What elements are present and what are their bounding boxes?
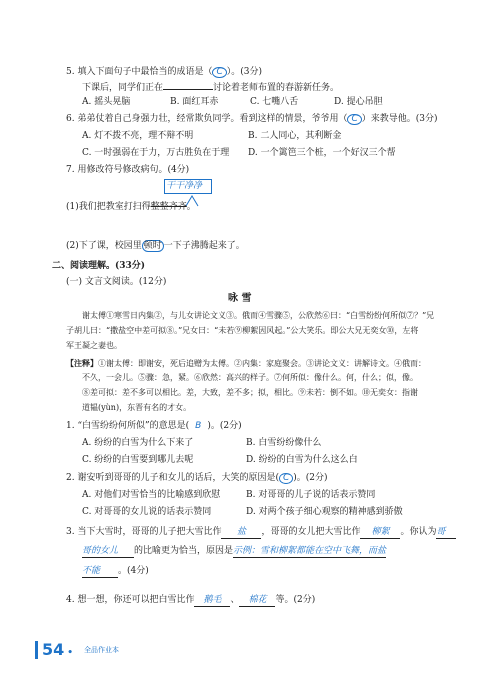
poem-title: 咏 雪 xyxy=(228,293,252,304)
q5-stem: 5. 填入下面句子中最恰当的成语是（ C ）。(3分) xyxy=(66,67,262,77)
r1-option-d: D. 纷纷的白雪为什么这么白 xyxy=(246,455,358,465)
q6-option-a: A. 灯不拨不亮，理不辩不明 xyxy=(82,131,194,141)
r3-line-1: 3. 当下大雪时，哥哥的儿子把大雪比作 盐 ，哥哥的女儿把大雪比作 柳絮 。你认为哥 xyxy=(66,526,456,539)
r1-option-b: B. 白雪纷纷像什么 xyxy=(246,438,322,448)
q5-option-d: D. 提心吊胆 xyxy=(334,97,383,107)
notes-line-1: 【注释】①谢太傅：即谢安，死后追赠为太傅。②内集：家庭聚会。③讲论文义：讲解诗文。④俄而： xyxy=(66,358,426,368)
page-number: 54 • xyxy=(42,640,74,659)
q5-option-b: B. 面红耳赤 xyxy=(170,97,219,107)
r2-option-c: C. 对哥哥的女儿说的话表示赞同 xyxy=(82,507,212,517)
r2-option-a: A. 对他们对雪恰当的比喻感到欣慰 xyxy=(82,490,221,500)
r3-answer-1: 盐 xyxy=(221,526,261,539)
r3-answer-6: 不能 xyxy=(82,565,118,578)
q7-sentence-2: (2)下了课，校园里 顿时 一下子沸腾起来了。 xyxy=(66,241,245,251)
r1-option-c: C. 纷纷的白雪要到哪儿去呢 xyxy=(82,455,194,465)
r3-answer-3: 哥 xyxy=(436,526,456,539)
footer-label: 全品作业本 xyxy=(84,646,119,654)
passage-line-2: 子胡儿曰：“撒盐空中差可拟⑧。”兄女曰：“未若⑨柳絮因风起。”公大笑乐。即公大兄无奕女⑩，左将 xyxy=(66,326,419,335)
q6-stem: 6. 弟弟仗着自己身强力壮，经常欺负同学。看到这样的情景，爷爷用（ C ）来教导他。(3分) xyxy=(66,114,438,124)
notes-line-4: 道韫(yùn)，东晋有名的才女。 xyxy=(82,403,192,412)
q7-correction: 干干净净 xyxy=(166,181,203,191)
footer-accent-bar xyxy=(35,641,38,659)
q5-answer: C xyxy=(212,67,226,78)
r3-answer-2: 柳絮 xyxy=(360,526,400,539)
r2-answer: C xyxy=(279,473,293,484)
r3-answer-5: 示例：雪和柳絮都能在空中飞舞，而盐 xyxy=(233,546,387,556)
q6-option-c: C. 一时强弱在于力，万古胜负在于理 xyxy=(82,148,230,158)
notes-line-2: 不久，一会儿。⑤骤：急，紧。⑥欣然：高兴的样子。⑦何所似：像什么。何，什么；似，像。 xyxy=(82,373,418,382)
r2-option-d: D. 对两个孩子细心观察的精神感到骄傲 xyxy=(246,507,403,517)
q5-option-a: A. 摇头晃脑 xyxy=(82,97,131,107)
r2-option-b: B. 对哥哥的儿子说的话表示赞同 xyxy=(246,490,376,500)
r3-line-3: 不能 。(4分) xyxy=(82,566,149,576)
q6-option-d: D. 一个篱笆三个桩，一个好汉三个帮 xyxy=(248,148,396,158)
passage-line-1: 谢太傅①寒雪日内集②，与儿女讲论文义③。俄而④雪骤⑤，公欣然⑥曰：“白雪纷纷何所似⑦？”兄 xyxy=(82,311,435,320)
r4-answer-2: 棉花 xyxy=(239,594,275,607)
r1-stem: 1. “白雪纷纷何所似”的意思是( B )。(2分) xyxy=(66,421,242,431)
q5-sentence: 下课后，同学们正在 讨论着老师布置的春游新任务。 xyxy=(82,80,339,94)
q6-answer: C xyxy=(347,114,361,125)
q7-stem: 7. 用修改符号修改病句。(4分) xyxy=(66,165,190,175)
r2-stem: 2. 谢安听到哥哥的儿子和女儿的话后，大笑的原因是( C )。(2分) xyxy=(66,473,328,483)
q6-option-b: B. 二人同心，其利断金 xyxy=(248,131,342,141)
section2-sub: (一) 文言文阅读。(12分) xyxy=(66,277,167,287)
passage-line-3: 军王凝之妻也。 xyxy=(66,341,122,350)
q5-option-c: C. 七嘴八舌 xyxy=(250,97,299,107)
notes-line-3: ⑧差可拟：差不多可以相比。差，大致，差不多；拟，相比。⑨未若：倒不如。⑩无奕女：指谢 xyxy=(82,388,418,397)
r1-option-a: A. 纷纷的白雪为什么下来了 xyxy=(82,438,194,448)
r1-answer: B xyxy=(195,421,202,431)
section2-title: 二、阅读理解。(33分) xyxy=(52,261,146,271)
r3-answer-4: 哥的女儿 xyxy=(82,545,134,558)
q7-sentence-1: (1)我们把教室打扫得整整齐齐。 xyxy=(66,202,196,212)
r4-line: 4. 想一想，你还可以把白雪比作 鹅毛 、 棉花 等。(2分) xyxy=(66,595,316,605)
r4-answer-1: 鹅毛 xyxy=(194,594,230,607)
r3-line-2: 哥的女儿 的比喻更为恰当，原因是示例：雪和柳絮都能在空中飞舞，而盐 xyxy=(82,546,387,556)
